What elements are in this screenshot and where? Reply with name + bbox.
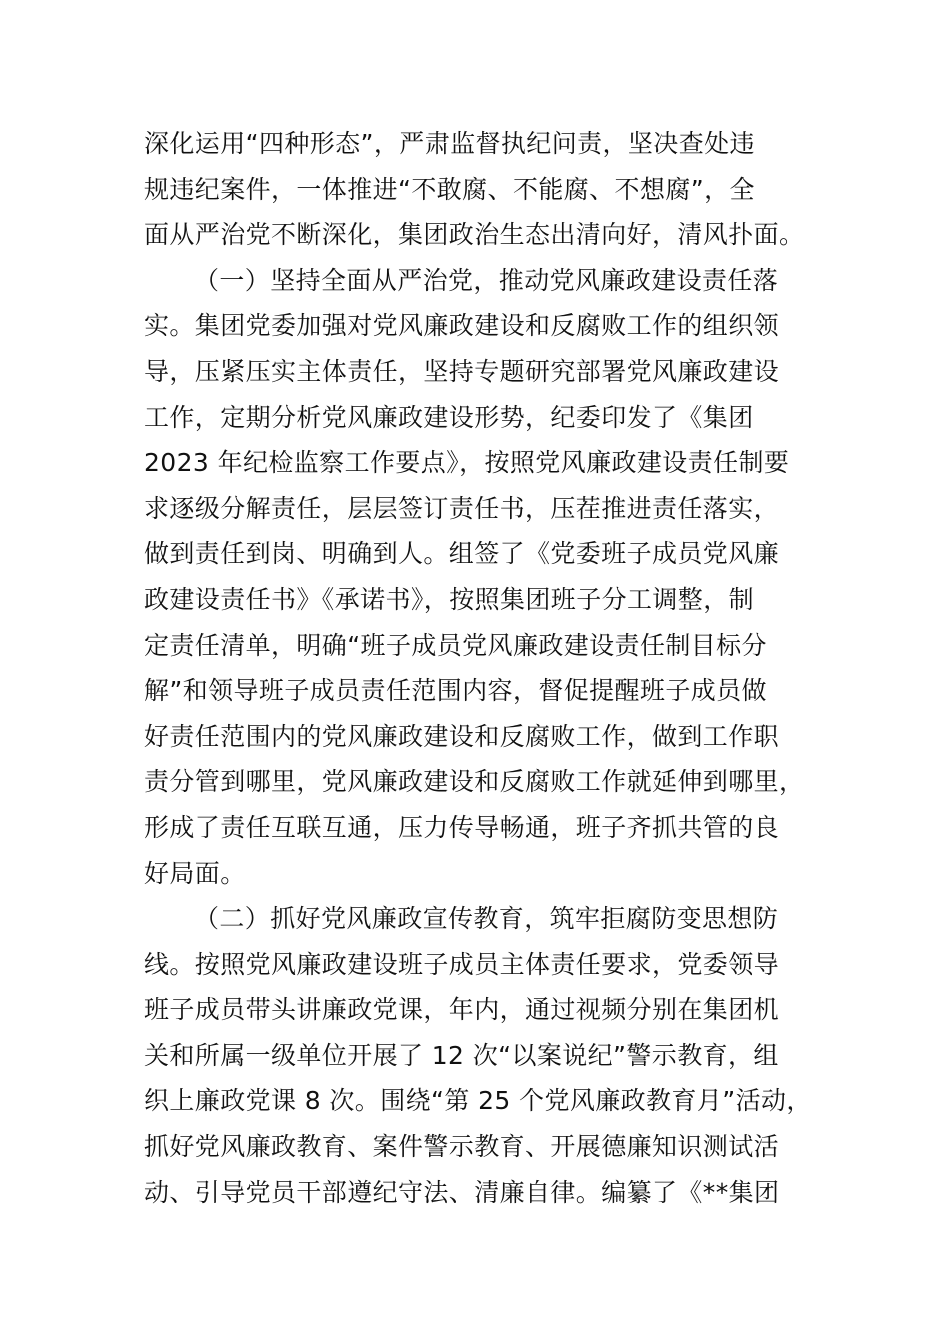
text-line: 解”和领导班子成员责任范围内容，督促提醒班子成员做 xyxy=(144,676,767,706)
text-line: 面从严治党不断深化，集团政治生态出清向好，清风扑面。 xyxy=(144,220,805,250)
text-line: 动、引导党员干部遵纪守法、清廉自律。编纂了《**集团 xyxy=(144,1177,780,1207)
text-line: 政建设责任书》《承诺书》，按照集团班子分工调整，制 xyxy=(144,584,755,614)
text-line: 规违纪案件，一体推进“不敢腐、不能腐、不想腐”，全 xyxy=(144,174,755,204)
text-line: 定责任清单，明确“班子成员党风廉政建设责任制目标分 xyxy=(144,630,767,660)
text-line: 责分管到哪里，党风廉政建设和反腐败工作就延伸到哪里， xyxy=(144,767,805,797)
text-line: 好责任范围内的党风廉政建设和反腐败工作，做到工作职 xyxy=(144,721,780,751)
body-text xyxy=(144,121,844,1215)
text-line: 班子成员带头讲廉政党课，年内，通过视频分别在集团机 xyxy=(144,995,780,1025)
text-line: 工作，定期分析党风廉政建设形势，纪委印发了《集团 xyxy=(144,402,754,432)
text-line: 2023 年纪检监察工作要点》，按照党风廉政建设责任制要 xyxy=(144,448,790,478)
text-line: 线。按照党风廉政建设班子成员主体责任要求，党委领导 xyxy=(144,949,780,979)
section-heading-line: （一）坚持全面从严治党，推动党风廉政建设责任落 xyxy=(194,265,779,295)
text-line: 求逐级分解责任，层层签订责任书，压茬推进责任落实， xyxy=(144,493,780,523)
text-line: 实。集团党委加强对党风廉政建设和反腐败工作的组织领 xyxy=(144,311,780,341)
text-line: 形成了责任互联互通，压力传导畅通，班子齐抓共管的良 xyxy=(144,812,780,842)
text-line: 关和所属一级单位开展了 12 次“以案说纪”警示教育，组 xyxy=(144,1040,779,1070)
text-line: 好局面。 xyxy=(144,858,246,888)
text-line: 导，压紧压实主体责任，坚持专题研究部署党风廉政建设 xyxy=(144,356,780,386)
text-line: 深化运用“四种形态”，严肃监督执纪问责，坚决查处违 xyxy=(144,129,755,158)
text-line: 织上廉政党课 8 次。围绕“第 25 个党风廉政教育月”活动， xyxy=(144,1086,812,1116)
text-line: 做到责任到岗、明确到人。组签了《党委班子成员党风廉 xyxy=(144,539,780,569)
section-heading-line: （二）抓好党风廉政宣传教育，筑牢拒腐防变思想防 xyxy=(194,904,779,934)
text-line: 抓好党风廉政教育、案件警示教育、开展德廉知识测试活 xyxy=(144,1132,780,1162)
